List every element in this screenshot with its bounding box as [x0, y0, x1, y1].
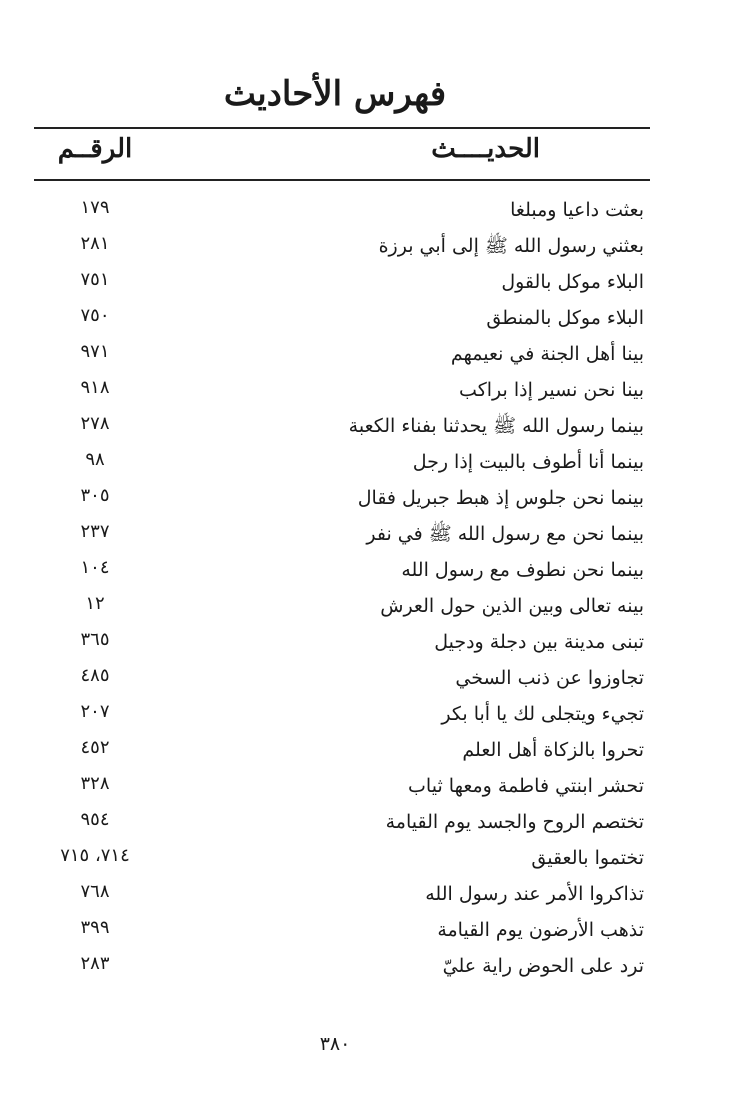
hadith-text: بينما نحن نطوف مع رسول الله: [401, 559, 644, 581]
list-item: [30, 591, 644, 627]
hadith-text: بينا نحن نسير إذا براكب: [459, 379, 644, 401]
list-item: [30, 303, 644, 339]
header-bottom-rule: [34, 179, 650, 181]
list-item: [30, 699, 644, 735]
hadith-number: ١٧٩: [80, 197, 110, 218]
list-item: [30, 771, 644, 807]
hadith-text: البلاء موكل بالقول: [501, 271, 644, 293]
column-header-number: الرقــم: [57, 134, 133, 164]
hadith-number: ٩٨: [85, 449, 105, 470]
hadith-text: تجاوزوا عن ذنب السخي: [455, 667, 644, 689]
hadith-text: بعثت داعيا ومبلغا: [510, 199, 644, 221]
hadith-text: تحروا بالزكاة أهل العلم: [462, 739, 644, 761]
hadith-text: بينا أهل الجنة في نعيمهم: [450, 343, 644, 365]
hadith-number: ١٢: [85, 593, 105, 614]
list-item: [30, 375, 644, 411]
hadith-number: ٧٦٨: [80, 881, 110, 902]
hadith-number: ٢٧٨: [80, 413, 110, 434]
list-item: [30, 627, 644, 663]
list-item: [30, 843, 644, 879]
hadith-number: ٩١٨: [80, 377, 110, 398]
column-header-hadith: الحديــــث: [431, 134, 540, 164]
hadith-number: ٤٥٢: [80, 737, 110, 758]
hadith-text: ترد على الحوض راية عليّ: [442, 955, 644, 977]
list-item: [30, 519, 644, 555]
hadith-index-list: [30, 195, 644, 987]
hadith-text: بينه تعالى وبين الذين حول العرش: [380, 595, 644, 617]
list-item: [30, 195, 644, 231]
hadith-text: تجيء ويتجلى لك يا أبا بكر: [441, 703, 644, 725]
hadith-text: تذهب الأرضون يوم القيامة: [437, 919, 644, 941]
hadith-number: ٩٧١: [80, 341, 110, 362]
list-item: [30, 555, 644, 591]
hadith-number: ٢٠٧: [80, 701, 110, 722]
hadith-number: ٧٥١: [80, 269, 110, 290]
hadith-number: ٣٢٨: [80, 773, 110, 794]
hadith-text: البلاء موكل بالمنطق: [486, 307, 644, 329]
hadith-number: ٣٦٥: [80, 629, 110, 650]
hadith-text: تبنى مدينة بين دجلة ودجيل: [434, 631, 644, 653]
hadith-number: ٢٣٧: [80, 521, 110, 542]
list-item: [30, 735, 644, 771]
hadith-text: تختموا بالعقيق: [531, 847, 644, 869]
hadith-text: بينما رسول الله ﷺ يحدثنا بفناء الكعبة: [348, 415, 644, 437]
page-number: ٣٨٠: [319, 1033, 351, 1055]
list-item: [30, 447, 644, 483]
hadith-text: تحشر ابنتي فاطمة ومعها ثياب: [408, 775, 644, 797]
hadith-number: ٢٨١: [80, 233, 110, 254]
hadith-number: ٢٨٣: [80, 953, 110, 974]
list-item: [30, 879, 644, 915]
list-item: [30, 951, 644, 987]
list-item: [30, 915, 644, 951]
list-item: [30, 663, 644, 699]
list-item: [30, 231, 644, 267]
hadith-number: ٤٨٥: [80, 665, 110, 686]
list-item: [30, 411, 644, 447]
page-title: فهرس الأحاديث: [223, 74, 447, 114]
hadith-text: تختصم الروح والجسد يوم القيامة: [385, 811, 644, 833]
list-item: [30, 267, 644, 303]
hadith-text: بعثني رسول الله ﷺ إلى أبي برزة: [378, 235, 644, 257]
hadith-number: ٩٥٤: [80, 809, 110, 830]
hadith-number: ٧٥٠: [80, 305, 110, 326]
hadith-number: ٧١٤، ٧١٥: [60, 845, 130, 866]
list-item: [30, 807, 644, 843]
hadith-number: ٣٠٥: [80, 485, 110, 506]
hadith-text: بينما أنا أطوف بالبيت إذا رجل: [412, 451, 644, 473]
list-item: [30, 339, 644, 375]
hadith-text: بينما نحن جلوس إذ هبط جبريل فقال: [357, 487, 644, 509]
list-item: [30, 483, 644, 519]
hadith-text: تذاكروا الأمر عند رسول الله: [425, 883, 644, 905]
header-top-rule: [34, 127, 650, 129]
hadith-text: بينما نحن مع رسول الله ﷺ في نفر: [366, 523, 644, 545]
hadith-number: ١٠٤: [80, 557, 110, 578]
hadith-number: ٣٩٩: [80, 917, 110, 938]
